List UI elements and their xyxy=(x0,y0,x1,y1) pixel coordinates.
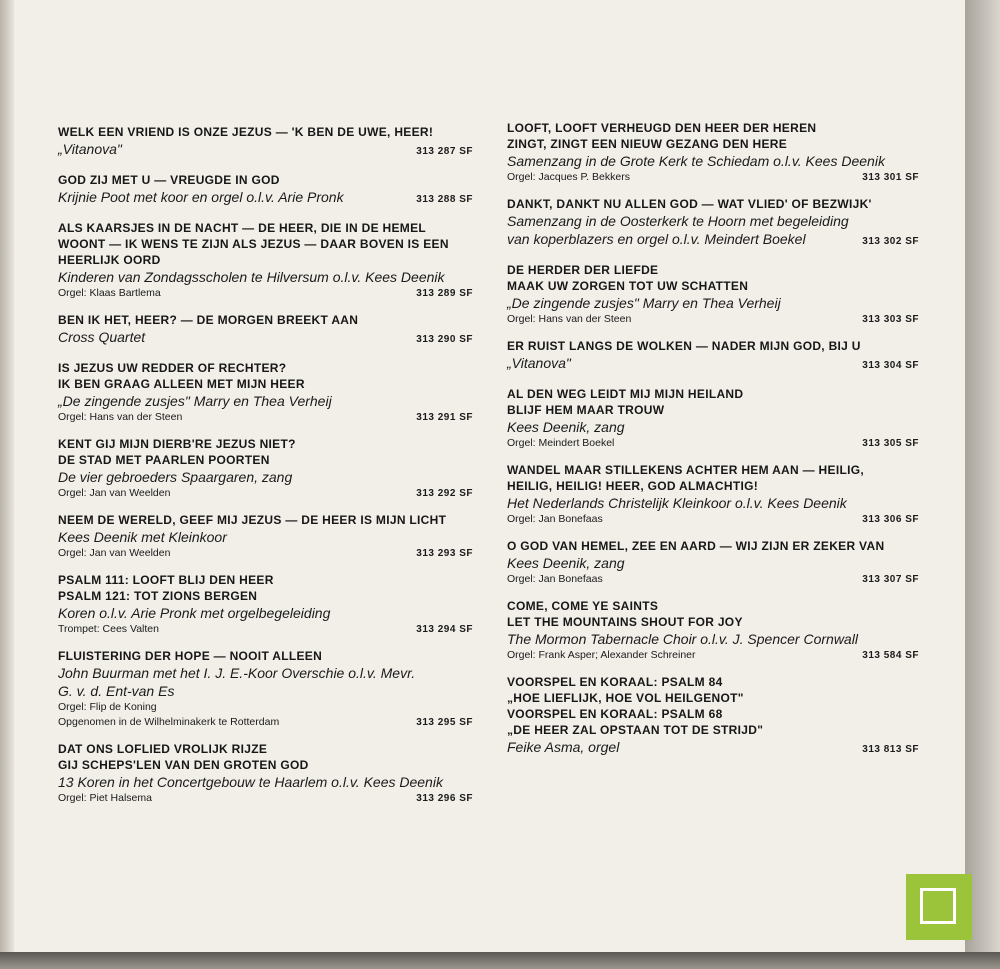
song-title: BEN IK HET, HEER? — DE MORGEN BREEKT AAN xyxy=(58,313,359,327)
song-title: HEERLIJK OORD xyxy=(58,253,161,267)
release-entry xyxy=(507,120,919,185)
song-title: ER RUIST LANGS DE WOLKEN — NADER MIJN GOD, BIJ U xyxy=(507,339,861,353)
performer: Kees Deenik, zang xyxy=(507,419,625,435)
song-title: „HOE LIEFLIJK, HOE VOL HEILGENOT" xyxy=(507,691,744,705)
release-entry xyxy=(58,572,473,637)
song-title: O GOD VAN HEMEL, ZEE EN AARD — WIJ ZIJN ER ZEKER VAN xyxy=(507,539,885,553)
performer: Kees Deenik, zang xyxy=(507,555,625,571)
song-title: HEILIG, HEILIG! HEER, GOD ALMACHTIG! xyxy=(507,479,759,493)
catalog-number: 313 290 SF xyxy=(416,334,473,345)
release-entry xyxy=(58,124,473,161)
catalog-number: 313 294 SF xyxy=(416,624,473,635)
catalog-number: 313 295 SF xyxy=(416,717,473,728)
song-title: IS JEZUS UW REDDER OF RECHTER? xyxy=(58,361,287,375)
release-entry xyxy=(58,648,473,730)
catalog-number: 313 584 SF xyxy=(862,650,919,661)
release-entry xyxy=(58,436,473,501)
song-title: NEEM DE WERELD, GEEF MIJ JEZUS — DE HEER IS MIJN LICHT xyxy=(58,513,447,527)
performer: Krijnie Poot met koor en orgel o.l.v. Arie Pronk xyxy=(58,189,344,205)
catalog-number: 313 296 SF xyxy=(416,793,473,804)
performer: G. v. d. Ent-van Es xyxy=(58,683,175,699)
credit-line: Opgenomen in de Wilhelminakerk te Rotterdam xyxy=(58,716,280,728)
song-title: DE STAD MET PAARLEN POORTEN xyxy=(58,453,270,467)
song-title: KENT GIJ MIJN DIERB'RE JEZUS NIET? xyxy=(58,437,296,451)
catalog-number: 313 289 SF xyxy=(416,288,473,299)
credit-line: Orgel: Jan Bonefaas xyxy=(507,573,603,585)
catalog-number: 313 292 SF xyxy=(416,488,473,499)
left-tracklist xyxy=(58,124,473,817)
release-entry xyxy=(58,312,473,349)
song-title: WELK EEN VRIEND IS ONZE JEZUS — 'K BEN DE UWE, HEER! xyxy=(58,125,434,139)
song-title: GIJ SCHEPS'LEN VAN DEN GROTEN GOD xyxy=(58,758,309,772)
catalog-number: 313 301 SF xyxy=(862,172,919,183)
sleeve-edge xyxy=(965,0,1000,969)
release-entry xyxy=(507,462,919,527)
performer: Het Nederlands Christelijk Kleinkoor o.l.v. Kees Deenik xyxy=(507,495,847,511)
song-title: WANDEL MAAR STILLEKENS ACHTER HEM AAN — HEILIG, xyxy=(507,463,864,477)
credit-line: Orgel: Jan van Weelden xyxy=(58,487,171,499)
song-title: DAT ONS LOFLIED VROLIJK RIJZE xyxy=(58,742,268,756)
song-title: „DE HEER ZAL OPSTAAN TOT DE STRIJD" xyxy=(507,723,764,737)
release-entry xyxy=(507,262,919,327)
credit-line: Orgel: Jacques P. Bekkers xyxy=(507,171,630,183)
catalog-number: 313 304 SF xyxy=(862,360,919,371)
credit-line: Orgel: Jan Bonefaas xyxy=(507,513,603,525)
sleeve-bottom-edge xyxy=(0,952,1000,969)
performer: The Mormon Tabernacle Choir o.l.v. J. Spencer Cornwall xyxy=(507,631,858,647)
release-entry xyxy=(58,360,473,425)
song-title: DANKT, DANKT NU ALLEN GOD — WAT VLIED' OF BEZWIJK' xyxy=(507,197,872,211)
catalog-number: 313 302 SF xyxy=(862,236,919,247)
performer: van koperblazers en orgel o.l.v. Meindert Boekel xyxy=(507,231,806,247)
credit-line: Orgel: Hans van der Steen xyxy=(507,313,632,325)
song-title: WOONT — IK WENS TE ZIJN ALS JEZUS — DAAR BOVEN IS EEN xyxy=(58,237,449,251)
song-title: ALS KAARSJES IN DE NACHT — DE HEER, DIE IN DE HEMEL xyxy=(58,221,427,235)
catalog-number: 313 291 SF xyxy=(416,412,473,423)
catalog-number: 313 293 SF xyxy=(416,548,473,559)
release-entry xyxy=(507,538,919,587)
release-entry xyxy=(507,386,919,451)
performer: „De zingende zusjes" Marry en Thea Verheij xyxy=(58,393,332,409)
performer: Samenzang in de Oosterkerk te Hoorn met begeleiding xyxy=(507,213,849,229)
credit-line: Orgel: Piet Halsema xyxy=(58,792,152,804)
performer: Cross Quartet xyxy=(58,329,146,345)
release-entry xyxy=(507,598,919,663)
catalog-number: 313 307 SF xyxy=(862,574,919,585)
credit-line: Orgel: Meindert Boekel xyxy=(507,437,615,449)
credit-line: Orgel: Frank Asper; Alexander Schreiner xyxy=(507,649,696,661)
catalog-number: 313 306 SF xyxy=(862,514,919,525)
song-title: COME, COME YE SAINTS xyxy=(507,599,659,613)
song-title: VOORSPEL EN KORAAL: PSALM 68 xyxy=(507,707,723,721)
song-title: BLIJF HEM MAAR TROUW xyxy=(507,403,665,417)
performer: John Buurman met het I. J. E.-Koor Overschie o.l.v. Mevr. xyxy=(58,665,416,681)
song-title: VOORSPEL EN KORAAL: PSALM 84 xyxy=(507,675,723,689)
song-title: GOD ZIJ MET U — VREUGDE IN GOD xyxy=(58,173,280,187)
release-entry xyxy=(58,172,473,209)
song-title: LOOFT, LOOFT VERHEUGD DEN HEER DER HEREN xyxy=(507,121,817,135)
song-title: IK BEN GRAAG ALLEEN MET MIJN HEER xyxy=(58,377,305,391)
release-entry xyxy=(58,741,473,806)
credit-line: Trompet: Cees Valten xyxy=(58,623,159,635)
catalog-number: 313 287 SF xyxy=(416,146,473,157)
release-entry xyxy=(507,338,919,375)
release-entry xyxy=(58,220,473,301)
song-title: MAAK UW ZORGEN TOT UW SCHATTEN xyxy=(507,279,749,293)
credit-line: Orgel: Hans van der Steen xyxy=(58,411,183,423)
performer: De vier gebroeders Spaargaren, zang xyxy=(58,469,293,485)
performer: Kees Deenik met Kleinkoor xyxy=(58,529,227,545)
release-entry xyxy=(58,512,473,561)
catalog-number: 313 303 SF xyxy=(862,314,919,325)
song-title: DE HERDER DER LIEFDE xyxy=(507,263,659,277)
watermark-logo xyxy=(906,874,972,940)
song-title: AL DEN WEG LEIDT MIJ MIJN HEILAND xyxy=(507,387,744,401)
performer: Kinderen van Zondagsscholen te Hilversum o.l.v. Kees Deenik xyxy=(58,269,445,285)
release-entry xyxy=(507,196,919,251)
song-title: ZINGT, ZINGT EEN NIEUW GEZANG DEN HERE xyxy=(507,137,788,151)
release-entry xyxy=(507,674,919,759)
song-title: LET THE MOUNTAINS SHOUT FOR JOY xyxy=(507,615,743,629)
performer: Koren o.l.v. Arie Pronk met orgelbegeleiding xyxy=(58,605,331,621)
catalog-number: 313 288 SF xyxy=(416,194,473,205)
performer: „De zingende zusjes" Marry en Thea Verheij xyxy=(507,295,781,311)
song-title: PSALM 111: LOOFT BLIJ DEN HEER xyxy=(58,573,274,587)
performer: 13 Koren in het Concertgebouw te Haarlem o.l.v. Kees Deenik xyxy=(58,774,443,790)
credit-line: Orgel: Jan van Weelden xyxy=(58,547,171,559)
performer: Samenzang in de Grote Kerk te Schiedam o.l.v. Kees Deenik xyxy=(507,153,885,169)
catalog-number: 313 305 SF xyxy=(862,438,919,449)
catalog-number: 313 813 SF xyxy=(862,744,919,755)
performer: „Vitanova" xyxy=(58,141,122,157)
performer: „Vitanova" xyxy=(507,355,571,371)
credit-line: Orgel: Klaas Bartlema xyxy=(58,287,161,299)
song-title: PSALM 121: TOT ZIONS BERGEN xyxy=(58,589,258,603)
right-tracklist xyxy=(507,120,919,770)
credit-line: Orgel: Flip de Koning xyxy=(58,701,157,713)
song-title: FLUISTERING DER HOPE — NOOIT ALLEEN xyxy=(58,649,323,663)
performer: Feike Asma, orgel xyxy=(507,739,620,755)
